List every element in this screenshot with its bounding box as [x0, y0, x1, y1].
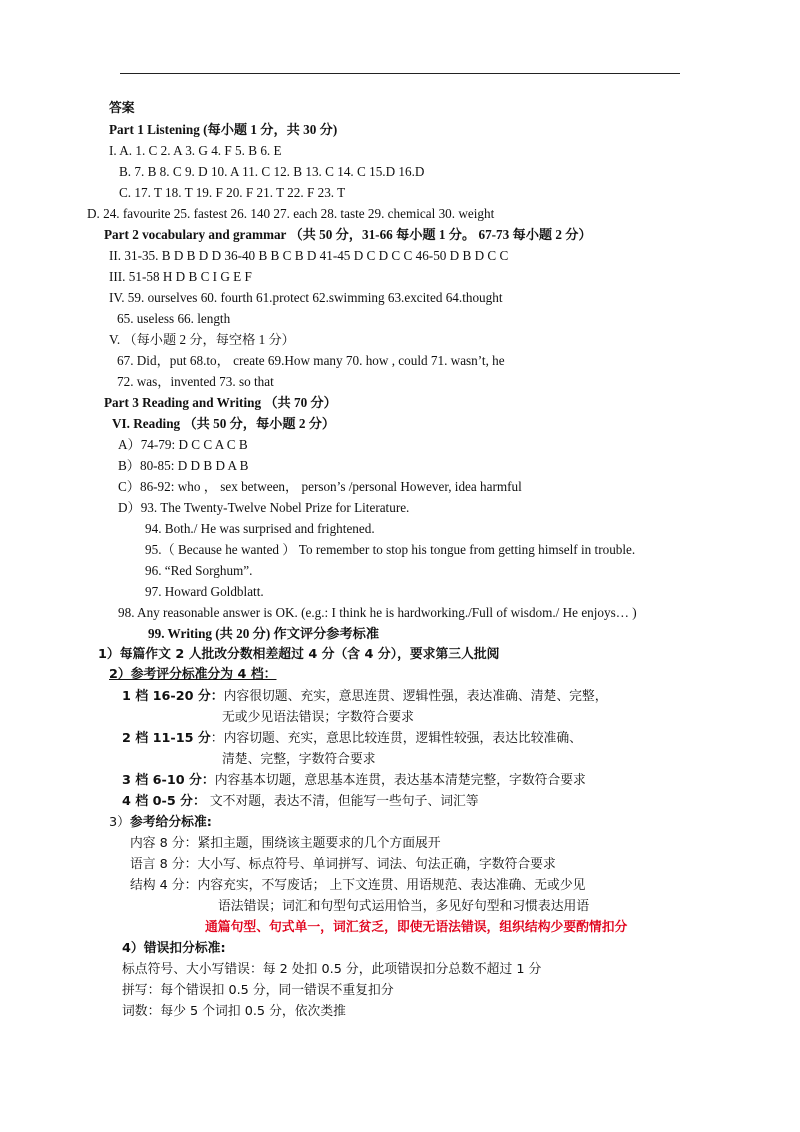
grade-1: [122, 689, 608, 705]
writing-heading: 99. Writing (共 20 分) 作文评分参考标准: [148, 626, 380, 641]
part2-v-heading: V. （每小题 2 分，每空格 1 分）: [109, 332, 295, 347]
grade-2-label: 2 档 11-15 分: [122, 731, 211, 746]
criteria-language: 语言 8 分：大小写、标点符号、单词拼写、词法、句法正确，字数符合要求: [130, 857, 556, 872]
grade-1-label: 1 档 16-20 分：: [122, 689, 224, 704]
part2-iii: III. 51-58 H D B C I G E F: [109, 269, 252, 284]
part2-v-2: 72. was，invented 73. so that: [117, 374, 274, 389]
reading-c: C）86-92: who ， sex between， person’s /personal However, idea harmful: [118, 479, 522, 494]
part2-heading: Part 2 vocabulary and grammar （共 50 分，31-66 每小题 1 分。 67-73 每小题 2 分）: [104, 227, 592, 242]
grade-1-text: 内容很切题、充实，意思连贯、逻辑性强，表达准确、清楚、完整，: [223, 689, 608, 704]
writing-rule-4: 4）错误扣分标准:: [122, 941, 226, 956]
red-deduction-note: 通篇句型、句式单一，词汇贫乏，即使无语法错误，组织结构少要酌情扣分: [205, 920, 628, 935]
error-spelling: 拼写：每个错误扣 0.5 分，同一错误不重复扣分: [122, 983, 394, 998]
writing-rule-2: 2）参考评分标准分为 4 档：: [109, 667, 277, 682]
reading-98: 98. Any reasonable answer is OK. (e.g.: I think he is hardworking./Full of wisdom./ He enjoys… ): [118, 605, 637, 620]
grade-4: [122, 794, 479, 810]
part3-heading: Part 3 Reading and Writing （共 70 分）: [104, 395, 337, 410]
grade-4-label: 4 档 0-5 分：: [122, 794, 206, 809]
grade-3-text: 内容基本切题，意思基本连贯，表达基本清楚完整，字数符合要求: [214, 773, 586, 788]
part2-iv-1: IV. 59. ourselves 60. fourth 61.protect 62.swimming 63.excited 64.thought: [109, 290, 503, 305]
part2-iv-2: 65. useless 66. length: [117, 311, 231, 326]
criteria-structure: 结构 4 分：内容充实，不写废话； 上下文连贯、用语规范、表达准确、无或少见: [130, 878, 586, 893]
reading-94: 94. Both./ He was surprised and frightened.: [145, 521, 375, 536]
grade-3: [122, 773, 586, 789]
writing-rule-1: 1）每篇作文 2 人批改分数相差超过 4 分（含 4 分），要求第三人批阅: [98, 647, 500, 662]
writing-rule-3-label: 参考给分标准:: [129, 815, 212, 830]
error-wordcount: 词数：每少 5 个词扣 0.5 分，依次类推: [122, 1004, 346, 1019]
part3-vi-heading: VI. Reading （共 50 分，每小题 2 分）: [112, 416, 336, 431]
reading-d-93: D）93. The Twenty-Twelve Nobel Prize for Literature.: [118, 500, 410, 515]
reading-b: B）80-85: D D B D A B: [118, 458, 249, 473]
criteria-content: 内容 8 分：紧扣主题，围绕该主题要求的几个方面展开: [130, 836, 441, 851]
grade-2-text-2: 清楚、完整，字数符合要求: [222, 752, 376, 767]
reading-95: 95.（ Because he wanted ） To remember to stop his tongue from getting himself in trouble.: [145, 542, 636, 557]
grade-2: [122, 731, 582, 747]
part1-line-d: D. 24. favourite 25. fastest 26. 140 27. each 28. taste 29. chemical 30. weight: [87, 206, 495, 221]
grade-2-text: ：内容切题、充实，意思比较连贯，逻辑性较强，表达比较准确、: [210, 731, 582, 746]
part1-line-a: I. A. 1. C 2. A 3. G 4. F 5. B 6. E: [109, 143, 282, 158]
error-punctuation: 标点符号、大小写错误：每 2 处扣 0.5 分，此项错误扣分总数不超过 1 分: [122, 962, 542, 977]
part2-v-1: 67. Did，put 68.to， create 69.How many 70. how , could 71. wasn’t, he: [117, 353, 505, 368]
top-divider: [120, 73, 680, 74]
criteria-structure-2: 语法错误；词汇和句型句式运用恰当，多见好句型和习惯表达用语: [218, 899, 590, 914]
grade-1-text-2: 无或少见语法错误；字数符合要求: [222, 710, 414, 725]
part1-line-b: B. 7. B 8. C 9. D 10. A 11. C 12. B 13. C 14. C 15.D 16.D: [119, 164, 425, 179]
part2-ii: II. 31-35. B D B D D 36-40 B B C B D 41-45 D C D C C 46-50 D B D C C: [109, 248, 509, 263]
grade-4-text: 文不对题，表达不清，但能写一些句子、词汇等: [205, 794, 479, 809]
reading-96: 96. “Red Sorghum”.: [145, 563, 253, 578]
grade-3-label: 3 档 6-10 分：: [122, 773, 215, 788]
writing-rule-3: [109, 815, 212, 831]
reading-97: 97. Howard Goldblatt.: [145, 584, 264, 599]
reading-a: A）74-79: D C C A C B: [118, 437, 248, 452]
answer-title: 答案: [109, 101, 135, 116]
part1-line-c: C. 17. T 18. T 19. F 20. F 21. T 22. F 23. T: [119, 185, 346, 200]
part1-heading: Part 1 Listening (每小题 1 分，共 30 分): [109, 122, 338, 137]
writing-rule-3-num: 3）: [109, 815, 130, 830]
